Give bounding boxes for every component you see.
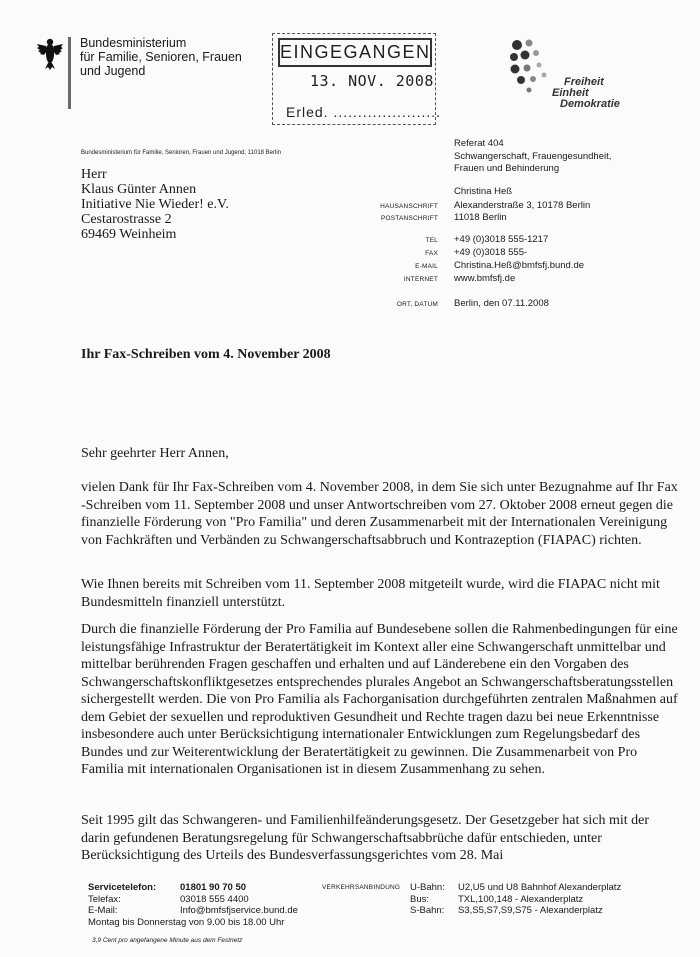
letter-paragraph: Seit 1995 gilt das Schwangeren- und Familienhilfeänderungsgesetz. Der Gesetzgeber hat sich mit der darin gefundenen Beratungsregelung für Schwangerschaftsabbrüche dafür entschieden, unter Berücksichtigung des Urteils des Bundesverfassungsgerichtes vom 28. Mai <box>81 813 649 863</box>
referat-block <box>454 138 654 176</box>
internet-label: INTERNET <box>403 276 438 283</box>
logo-wordmark <box>552 77 620 110</box>
footer-fax-label: Telefax: <box>88 893 121 905</box>
address-line: Herr <box>81 167 107 182</box>
referat-line: Frauen und Behinderung <box>454 163 560 174</box>
fax-value: +49 (0)3018 555- <box>454 247 528 258</box>
footer-fax-value: 03018 555 4400 <box>180 893 249 905</box>
footer-row <box>88 882 298 894</box>
transit-label: VERKEHRSANBINDUNG <box>322 884 401 891</box>
ort-datum-value: Berlin, den 07.11.2008 <box>454 298 549 309</box>
transit-row <box>410 882 621 894</box>
letter-paragraph: vielen Dank für Ihr Fax-Schreiben vom 4. November 2008, in dem Sie sich unter Bezugnahme auf Ihr Fax -Schreiben vom 11. September 2008 und unser Antwortschreiben vom 27. Oktober 2008 erneut gegen die finanzielle Förderung von "Pro Familia" und deren Zusammenarbeit mit der Internationalen Vereinigung von Fachkräften und Verbänden zu Schwangerschaftsabbruch und Kontrazeption (FIAPAC) richten. <box>81 480 678 548</box>
logo-word: Freiheit <box>564 76 604 88</box>
postanschrift-value: 11018 Berlin <box>454 212 507 223</box>
letter-paragraph: Durch die finanzielle Förderung der Pro Familia auf Bundesebene sollen die Rahmenbedingungen für eine leistungsfähige Infrastruktur der Beratertätigkeit im Kontext aller eine Schwangerschaft unmittelbar und mittelbar berührenden Fragen geschaffen und erhalten und auf Länderebene ein den Vorgaben des Schwangerschaftskonfliktgesetzes entsprechendes plurales Angebot an Schwangerschaftsberatungsstellen sichergestellt werden. Die von Pro Familia als Fachorganisation durchgeführten zentralen Maßnahmen auf dem Gebiet der sexuellen und reproduktiven Gesundheit und Rechte tragen dazu bei neue Erkenntnisse insbesondere auch unter Berücksichtigung internationaler Entwicklungen zum Regelungsbedarf des Bundes und zur Weiterentwicklung der Beratertätigkeit zu gewinnen. Die Zusammenarbeit von Pro Familia mit internationalen Organisationen ist in diesem Zusammenhang zu sehen. <box>81 622 678 777</box>
transit-type: S-Bahn: <box>410 905 445 916</box>
transit-list <box>410 882 621 917</box>
ministry-name-line: für Familie, Senioren, Frauen <box>80 50 242 64</box>
address-line: Initiative Nie Wieder! e.V. <box>81 197 229 212</box>
logo-word: Einheit <box>552 87 589 99</box>
ministry-name-line: und Jugend <box>80 64 146 78</box>
contact-name: Christina Heß <box>454 186 513 197</box>
logo-word: Demokratie <box>560 98 620 110</box>
referat-line: Schwangerschaft, Frauengesundheit, <box>454 150 612 162</box>
email-label: E-MAIL <box>415 263 438 270</box>
fax-label: FAX <box>425 250 438 257</box>
footer-row <box>88 905 298 917</box>
address-line: Cestarostrasse 2 <box>81 212 172 227</box>
letter-greeting: Sehr geehrter Herr Annen, <box>81 446 229 461</box>
recipient-address <box>81 167 229 242</box>
hausanschrift-value: Alexanderstraße 3, 10178 Berlin <box>454 200 591 211</box>
stamp-erled: Erled. ...................... <box>286 104 442 120</box>
transit-lines: U2,U5 und U8 Bahnhof Alexanderplatz <box>458 882 622 893</box>
transit-lines: S3,S5,S7,S9,S75 - Alexanderplatz <box>458 905 603 916</box>
transit-row <box>410 905 621 917</box>
referat-line: Referat 404 <box>454 138 504 149</box>
service-label: Servicetelefon: <box>88 882 157 893</box>
transit-lines: TXL,100,148 - Alexanderplatz <box>458 893 584 905</box>
transit-type: Bus: <box>410 893 430 905</box>
transit-type: U-Bahn: <box>410 882 445 893</box>
footer-note: 3,9 Cent pro angefangene Minute aus dem Festnetz <box>92 937 243 944</box>
sender-return-address: Bundesministerium für Familie, Senioren, Frauen und Jugend, 11018 Berlin <box>81 150 281 156</box>
internet-value[interactable]: www.bmfsfj.de <box>454 273 516 284</box>
stamp-date: 13. NOV. 2008 <box>310 72 434 90</box>
federal-eagle-icon <box>36 36 64 70</box>
footer-email-label: E-Mail: <box>88 905 118 916</box>
ministry-name-line: Bundesministerium <box>80 36 187 50</box>
address-line: Klaus Günter Annen <box>81 182 197 197</box>
footer-hours: Montag bis Donnerstag von 9.00 bis 18.00 Uhr <box>88 916 285 928</box>
stamp-title: EINGEGANGEN <box>278 38 432 67</box>
service-value: 01801 90 70 50 <box>180 882 247 893</box>
ministry-name <box>80 36 260 78</box>
footer-row <box>88 894 298 906</box>
tel-label: TEL <box>425 237 438 244</box>
footer-email-value[interactable]: Info@bmfsfjservice.bund.de <box>180 905 298 916</box>
letter-paragraph: Wie Ihnen bereits mit Schreiben vom 11. September 2008 mitgeteilt wurde, wird die FIAPAC nicht mit Bundesmitteln finanziell unterstützt. <box>81 577 660 610</box>
email-value[interactable]: Christina.Heß@bmfsfj.bund.de <box>454 260 585 271</box>
postanschrift-label: POSTANSCHRIFT <box>380 215 438 222</box>
footer-contact <box>88 882 298 928</box>
hausanschrift-label: HAUSANSCHRIFT <box>380 203 438 210</box>
ministry-divider <box>68 37 71 109</box>
ort-datum-label: ORT, DATUM <box>396 301 438 308</box>
transit-row <box>410 894 621 906</box>
address-line: 69469 Weinheim <box>81 227 177 242</box>
tel-value: +49 (0)3018 555-1217 <box>454 234 549 245</box>
letter-subject: Ihr Fax-Schreiben vom 4. November 2008 <box>81 347 331 362</box>
